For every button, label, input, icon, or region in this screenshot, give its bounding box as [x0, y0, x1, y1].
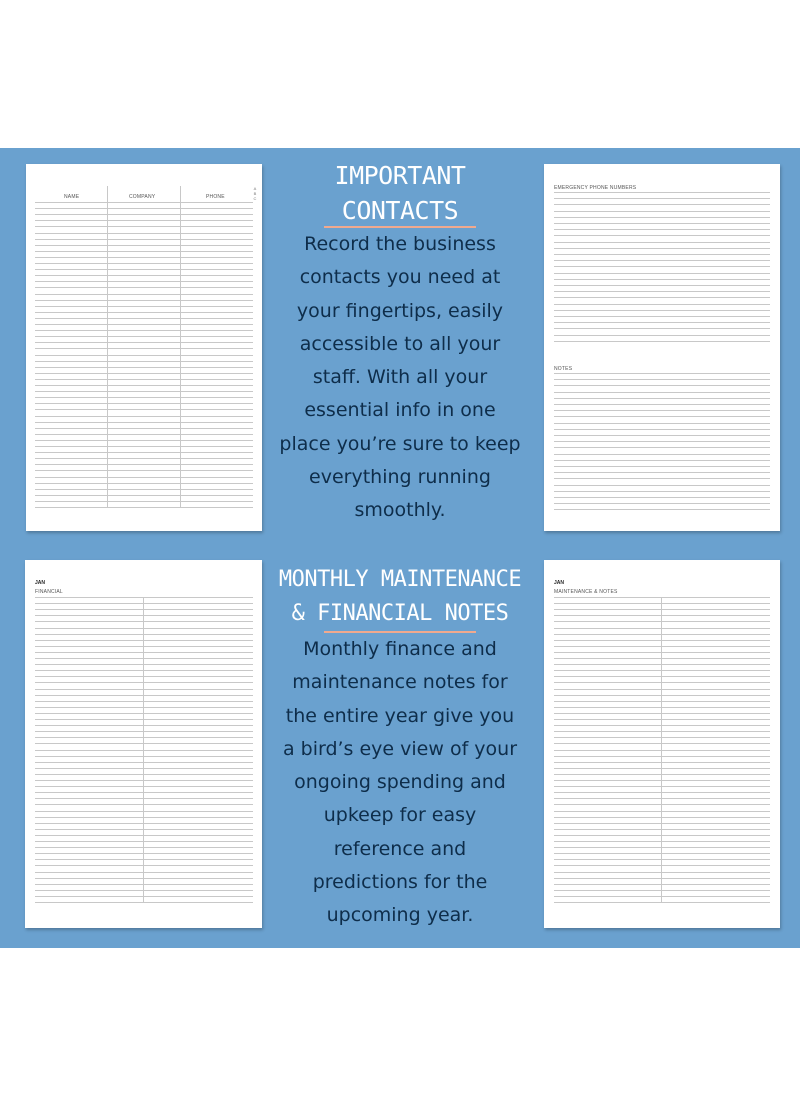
- ruled-line: [35, 725, 253, 726]
- ruled-line: [35, 281, 253, 282]
- ruled-line: [554, 780, 770, 781]
- description-line: maintenance notes for: [292, 671, 508, 694]
- ruled-line: [35, 483, 253, 484]
- monthly-description: [270, 633, 530, 933]
- ruled-line: [554, 725, 770, 726]
- financial-heading: FINANCIAL: [35, 589, 63, 595]
- ruled-line: [35, 373, 253, 374]
- description-line: staff. With all your: [312, 366, 488, 389]
- alpha-tab-b: B: [253, 191, 257, 196]
- ruled-line: [554, 266, 770, 267]
- description-line: essential info in one: [304, 399, 496, 422]
- ruled-line: [554, 902, 770, 903]
- ruled-line: [554, 701, 770, 702]
- ruled-line: [35, 263, 253, 264]
- contacts-page-thumbnail: [26, 164, 262, 531]
- ruled-line: [554, 786, 770, 787]
- ruled-line: [35, 208, 253, 209]
- ruled-line: [554, 341, 770, 342]
- column-divider: [661, 597, 662, 903]
- ruled-line: [35, 312, 253, 313]
- ruled-line: [35, 257, 253, 258]
- ruled-line: [554, 509, 770, 510]
- ruled-line: [554, 743, 770, 744]
- column-header-phone: PHONE: [206, 194, 225, 200]
- ruled-line: [554, 609, 770, 610]
- maintenance-heading: MAINTENANCE & NOTES: [554, 589, 618, 595]
- maintenance-ruled-lines: [554, 597, 770, 903]
- title-line: MONTHLY MAINTENANCE: [278, 567, 522, 592]
- ruled-line: [554, 273, 770, 274]
- notes-ruled-lines: [554, 373, 770, 515]
- monthly-title: [270, 563, 530, 631]
- ruled-line: [35, 652, 253, 653]
- ruled-line: [554, 823, 770, 824]
- ruled-line: [554, 829, 770, 830]
- ruled-line: [554, 198, 770, 199]
- ruled-line: [554, 756, 770, 757]
- ruled-line: [35, 701, 253, 702]
- ruled-line: [554, 658, 770, 659]
- emergency-page-thumbnail: [544, 164, 780, 531]
- ruled-line: [554, 811, 770, 812]
- ruled-line: [35, 689, 253, 690]
- ruled-line: [554, 441, 770, 442]
- description-line: reference and: [333, 837, 467, 860]
- ruled-line: [35, 634, 253, 635]
- ruled-line: [35, 780, 253, 781]
- column-header-name: NAME: [64, 194, 80, 200]
- ruled-line: [35, 896, 253, 897]
- ruled-line: [554, 872, 770, 873]
- ruled-line: [35, 756, 253, 757]
- column-header-company: COMPANY: [129, 194, 156, 200]
- ruled-line: [35, 355, 253, 356]
- ruled-line: [35, 646, 253, 647]
- ruled-line: [554, 762, 770, 763]
- ruled-line: [554, 279, 770, 280]
- ruled-line: [35, 458, 253, 459]
- ruled-line: [554, 304, 770, 305]
- ruled-line: [35, 397, 253, 398]
- ruled-line: [554, 291, 770, 292]
- ruled-line: [35, 750, 253, 751]
- emergency-ruled-lines: [554, 192, 770, 342]
- ruled-line: [554, 878, 770, 879]
- ruled-line: [35, 676, 253, 677]
- ruled-line: [35, 835, 253, 836]
- ruled-line: [35, 628, 253, 629]
- ruled-line: [554, 890, 770, 891]
- ruled-line: [35, 811, 253, 812]
- description-line: smoothly.: [354, 499, 446, 522]
- month-label: JAN: [35, 580, 46, 586]
- contacts-description: [270, 228, 530, 528]
- description-line: upcoming year.: [326, 904, 474, 927]
- ruled-line: [35, 507, 253, 508]
- ruled-line: [554, 466, 770, 467]
- ruled-line: [35, 214, 253, 215]
- ruled-line: [554, 859, 770, 860]
- ruled-line: [554, 640, 770, 641]
- ruled-line: [554, 792, 770, 793]
- ruled-line: [554, 379, 770, 380]
- ruled-line: [35, 664, 253, 665]
- ruled-line: [554, 404, 770, 405]
- emergency-heading: EMERGENCY PHONE NUMBERS: [554, 185, 637, 191]
- ruled-line: [35, 385, 253, 386]
- ruled-line: [554, 285, 770, 286]
- ruled-line: [35, 841, 253, 842]
- title-line: IMPORTANT: [334, 161, 466, 190]
- ruled-line: [554, 798, 770, 799]
- ruled-line: [35, 865, 253, 866]
- ruled-line: [554, 713, 770, 714]
- ruled-line: [554, 235, 770, 236]
- ruled-line: [554, 652, 770, 653]
- ruled-line: [554, 447, 770, 448]
- ruled-line: [35, 890, 253, 891]
- ruled-line: [35, 409, 253, 410]
- ruled-line: [554, 423, 770, 424]
- ruled-line: [554, 646, 770, 647]
- ruled-line: [554, 497, 770, 498]
- ruled-line: [554, 817, 770, 818]
- contacts-ruled-lines: [35, 202, 253, 508]
- ruled-line: [554, 478, 770, 479]
- ruled-line: [554, 503, 770, 504]
- ruled-line: [554, 373, 770, 374]
- ruled-line: [35, 318, 253, 319]
- ruled-line: [554, 491, 770, 492]
- ruled-line: [554, 260, 770, 261]
- ruled-line: [35, 713, 253, 714]
- ruled-line: [554, 750, 770, 751]
- ruled-line: [35, 658, 253, 659]
- ruled-line: [554, 398, 770, 399]
- ruled-line: [35, 853, 253, 854]
- ruled-line: [554, 392, 770, 393]
- ruled-line: [35, 670, 253, 671]
- description-line: predictions for the: [312, 871, 488, 894]
- ruled-line: [554, 217, 770, 218]
- column-divider: [180, 186, 181, 507]
- description-line: ongoing spending and: [294, 771, 506, 794]
- ruled-line: [554, 634, 770, 635]
- description-line: upkeep for easy: [323, 804, 477, 827]
- ruled-line: [554, 707, 770, 708]
- ruled-line: [554, 865, 770, 866]
- ruled-line: [35, 239, 253, 240]
- ruled-line: [35, 367, 253, 368]
- description-line: Record the business: [304, 233, 496, 255]
- ruled-line: [35, 884, 253, 885]
- ruled-line: [554, 884, 770, 885]
- ruled-line: [35, 336, 253, 337]
- ruled-line: [35, 287, 253, 288]
- ruled-line: [554, 204, 770, 205]
- description-line: a bird’s eye view of your: [282, 737, 518, 760]
- ruled-line: [554, 328, 770, 329]
- ruled-line: [554, 410, 770, 411]
- ruled-line: [35, 847, 253, 848]
- ruled-line: [35, 226, 253, 227]
- ruled-line: [554, 719, 770, 720]
- ruled-line: [554, 316, 770, 317]
- ruled-line: [554, 248, 770, 249]
- ruled-line: [35, 501, 253, 502]
- ruled-line: [554, 835, 770, 836]
- ruled-line: [35, 804, 253, 805]
- ruled-line: [554, 460, 770, 461]
- ruled-line: [35, 379, 253, 380]
- ruled-line: [35, 245, 253, 246]
- ruled-line: [35, 731, 253, 732]
- ruled-line: [554, 472, 770, 473]
- description-line: the entire year give you: [285, 704, 515, 727]
- alpha-tab-a: A: [253, 186, 257, 191]
- ruled-line: [35, 768, 253, 769]
- ruled-line: [35, 495, 253, 496]
- ruled-line: [554, 229, 770, 230]
- ruled-line: [35, 294, 253, 295]
- ruled-line: [35, 737, 253, 738]
- ruled-line: [554, 192, 770, 193]
- contacts-title: [300, 158, 500, 228]
- ruled-line: [35, 762, 253, 763]
- ruled-line: [35, 621, 253, 622]
- ruled-line: [554, 242, 770, 243]
- ruled-line: [35, 452, 253, 453]
- ruled-line: [554, 211, 770, 212]
- ruled-line: [554, 335, 770, 336]
- ruled-line: [35, 470, 253, 471]
- ruled-line: [35, 446, 253, 447]
- ruled-line: [554, 628, 770, 629]
- ruled-line: [35, 878, 253, 879]
- ruled-line: [554, 416, 770, 417]
- ruled-line: [554, 429, 770, 430]
- ruled-line: [554, 454, 770, 455]
- ruled-line: [35, 743, 253, 744]
- ruled-line: [554, 223, 770, 224]
- ruled-line: [35, 489, 253, 490]
- ruled-line: [554, 847, 770, 848]
- ruled-line: [35, 609, 253, 610]
- ruled-line: [554, 435, 770, 436]
- ruled-line: [554, 731, 770, 732]
- ruled-line: [35, 707, 253, 708]
- ruled-line: [554, 737, 770, 738]
- ruled-line: [35, 872, 253, 873]
- ruled-line: [35, 220, 253, 221]
- ruled-line: [554, 774, 770, 775]
- ruled-line: [35, 330, 253, 331]
- ruled-line: [35, 403, 253, 404]
- ruled-line: [554, 841, 770, 842]
- ruled-line: [35, 300, 253, 301]
- ruled-line: [35, 597, 253, 598]
- ruled-line: [35, 817, 253, 818]
- description-line: Monthly finance and: [303, 638, 497, 660]
- ruled-line: [554, 695, 770, 696]
- ruled-line: [554, 322, 770, 323]
- ruled-line: [35, 324, 253, 325]
- ruled-line: [554, 804, 770, 805]
- ruled-line: [35, 202, 253, 203]
- ruled-line: [35, 640, 253, 641]
- column-divider: [107, 186, 108, 507]
- month-label: JAN: [554, 580, 565, 586]
- ruled-line: [35, 859, 253, 860]
- ruled-line: [35, 233, 253, 234]
- ruled-line: [554, 853, 770, 854]
- ruled-line: [554, 676, 770, 677]
- ruled-line: [554, 297, 770, 298]
- ruled-line: [554, 597, 770, 598]
- ruled-line: [35, 348, 253, 349]
- column-divider: [143, 597, 144, 903]
- notes-heading: NOTES: [554, 366, 573, 372]
- ruled-line: [35, 342, 253, 343]
- ruled-line: [35, 615, 253, 616]
- financial-ruled-lines: [35, 597, 253, 903]
- ruled-line: [35, 306, 253, 307]
- alpha-tab-c: C: [253, 196, 257, 201]
- ruled-line: [35, 792, 253, 793]
- ruled-line: [35, 416, 253, 417]
- ruled-line: [35, 361, 253, 362]
- ruled-line: [35, 434, 253, 435]
- ruled-line: [35, 391, 253, 392]
- ruled-line: [35, 774, 253, 775]
- maintenance-page-thumbnail: [544, 560, 780, 928]
- ruled-line: [554, 485, 770, 486]
- description-line: contacts you need at: [299, 266, 501, 289]
- ruled-line: [35, 464, 253, 465]
- ruled-line: [35, 719, 253, 720]
- ruled-line: [554, 689, 770, 690]
- ruled-line: [35, 829, 253, 830]
- ruled-line: [35, 275, 253, 276]
- ruled-line: [554, 615, 770, 616]
- ruled-line: [35, 798, 253, 799]
- description-line: your fingertips, easily: [296, 299, 504, 322]
- ruled-line: [554, 254, 770, 255]
- title-line: & FINANCIAL NOTES: [291, 601, 509, 626]
- ruled-line: [35, 428, 253, 429]
- ruled-line: [35, 440, 253, 441]
- ruled-line: [35, 422, 253, 423]
- ruled-line: [554, 310, 770, 311]
- ruled-line: [35, 603, 253, 604]
- ruled-line: [35, 786, 253, 787]
- financial-page-thumbnail: [25, 560, 262, 928]
- ruled-line: [554, 621, 770, 622]
- ruled-line: [554, 603, 770, 604]
- ruled-line: [35, 269, 253, 270]
- ruled-line: [35, 695, 253, 696]
- ruled-line: [35, 902, 253, 903]
- ruled-line: [554, 768, 770, 769]
- ruled-line: [554, 385, 770, 386]
- ruled-line: [554, 682, 770, 683]
- title-line: CONTACTS: [341, 196, 459, 225]
- description-line: accessible to all your: [299, 332, 501, 355]
- ruled-line: [35, 682, 253, 683]
- ruled-line: [35, 823, 253, 824]
- ruled-line: [554, 664, 770, 665]
- description-line: place you’re sure to keep: [279, 432, 521, 455]
- ruled-line: [35, 251, 253, 252]
- ruled-line: [554, 896, 770, 897]
- description-line: everything running: [309, 466, 491, 489]
- alphabet-tabs: [252, 186, 258, 201]
- ruled-line: [554, 670, 770, 671]
- ruled-line: [35, 477, 253, 478]
